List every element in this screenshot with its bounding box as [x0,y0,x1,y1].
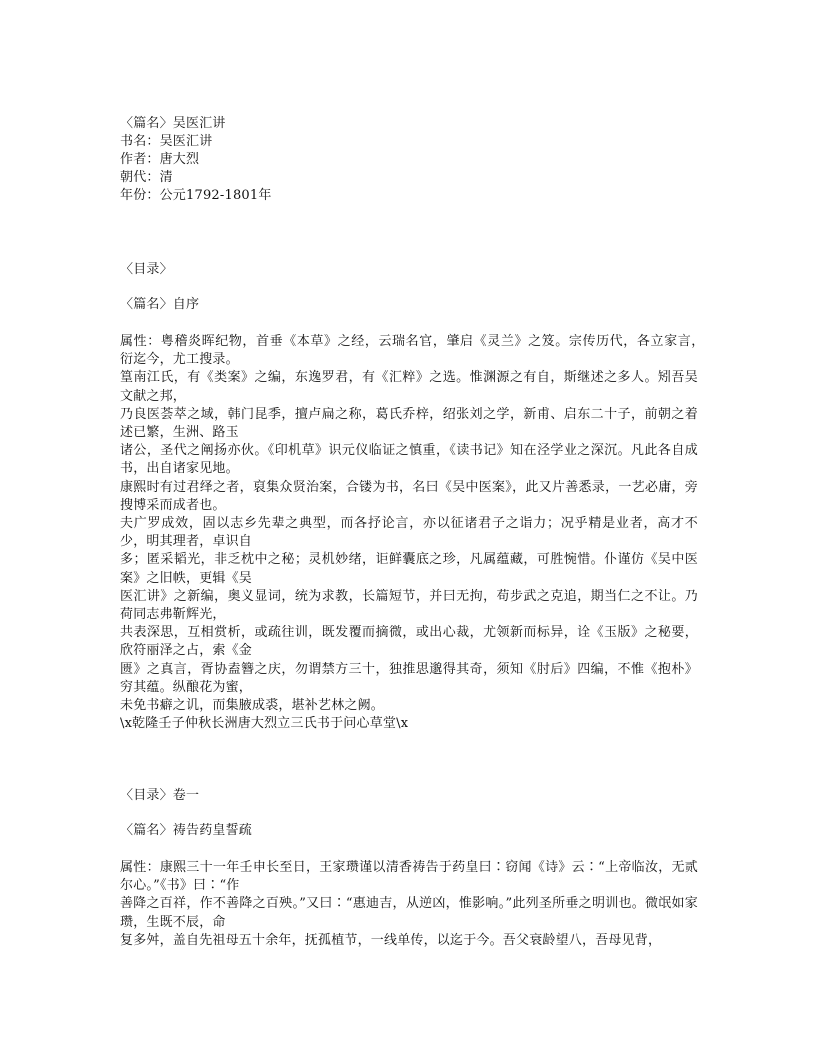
book-name-line: 书名：吴医汇讲 [120,134,213,149]
year-line: 年份：公元1792-1801年 [120,188,272,203]
preface-line: 乃良医荟萃之域，韩门昆季，擅卢扁之称，葛氏乔梓，绍张刘之学，新甫、启东二十子，前朝之着述已繁，生洲、路玉 [120,406,698,441]
title-line: 〈篇名〉吴医汇讲 [120,116,226,131]
dynasty-line: 朝代：清 [120,170,173,185]
preface-line: 医汇讲》之新编，奥义显词，统为求教，长篇短节，并曰无拘，苟步武之克追，期当仁之不让。乃荷同志弗靳辉光， [120,588,698,623]
volume-body [120,859,698,950]
preface-line: 未免书癖之讥，而集腋成裘，堪补艺林之阙。 [120,698,385,714]
preface-line: 篁南江氏，有《类案》之编，东逸罗君，有《汇粹》之选。惟渊源之有自，斯继述之多人。矧吾吴文献之邦， [120,370,698,404]
preface-line: 多；匿采韬光，非乏枕中之秘；灵机妙绪，讵鲜囊底之珍，凡属蕴藏，可胜惋惜。仆谨仿《吴中医案》之旧帙，更辑《吴 [120,552,698,586]
volume-toc-line: 〈目录〉卷一 [120,788,200,803]
author-line: 作者：唐大烈 [120,152,200,167]
preface-line: 属性：粤稽炎晖纪物，首垂《本草》之经，云瑞名官，肇启《灵兰》之笈。宗传历代，各立家言， 衍迄今，尤工搜录。 [120,334,712,368]
volume-line: 复多舛，盖自先祖母五十余年，抚孤植节，一线单传，以迄于今。吾父衰龄望八，吾母见背， [120,932,662,948]
toc-marker: 〈目录〉 [120,262,173,277]
volume-heading: 〈篇名〉祷告药皇誓疏 [120,823,253,838]
preface-heading: 〈篇名〉自序 [120,297,200,312]
volume-line: 善降之百祥，作不善降之百殃。”又曰∶“惠迪吉，从逆凶，惟影响。”此列圣所垂之明训也。微氓如家瓒，生既不辰，命 [120,896,698,930]
preface-body [120,333,712,733]
preface-signature: \x乾隆壬子仲秋长洲唐大烈立三氏书于问心草堂\x [120,716,409,732]
preface-line: 匮》之真言，胥协盍簪之庆，勿谓禁方三十，独推思邈得其奇，须知《肘后》四编，不惟《抱朴》穷其蕴。纵酿花为蜜， [120,661,698,695]
preface-line: 诸公，圣代之阐扬亦伙。《印机草》识元仪临证之慎重，《读书记》知在泾学业之深沉。凡此各自成书，出自诸家见地。 [120,443,698,477]
preface-line: 康熙时有过君绎之者，裒集众贤治案，合镂为书，名曰《吴中医案》，此又片善悉录，一艺必庸，旁搜博采而成者也。 [120,479,698,513]
volume-line: 属性：康熙三十一年壬申长至日，王家瓒谨以清香祷告于药皇曰∶窃闻《诗》云∶“上帝临汝，无贰尔心。”《书》曰∶“作 [120,860,698,894]
preface-line: 夫广罗成效，固以志乡先辈之典型，而各抒论言，亦以征诸君子之诣力；况乎精是业者，高才不少，明其理者，卓识自 [120,516,698,550]
preface-line: 共表深思，互相赏析，或疏往训，既发覆而摘微，或出心裁，尤领新而标异，诠《玉版》之秘要，欣符丽泽之占，索《金 [120,625,698,659]
